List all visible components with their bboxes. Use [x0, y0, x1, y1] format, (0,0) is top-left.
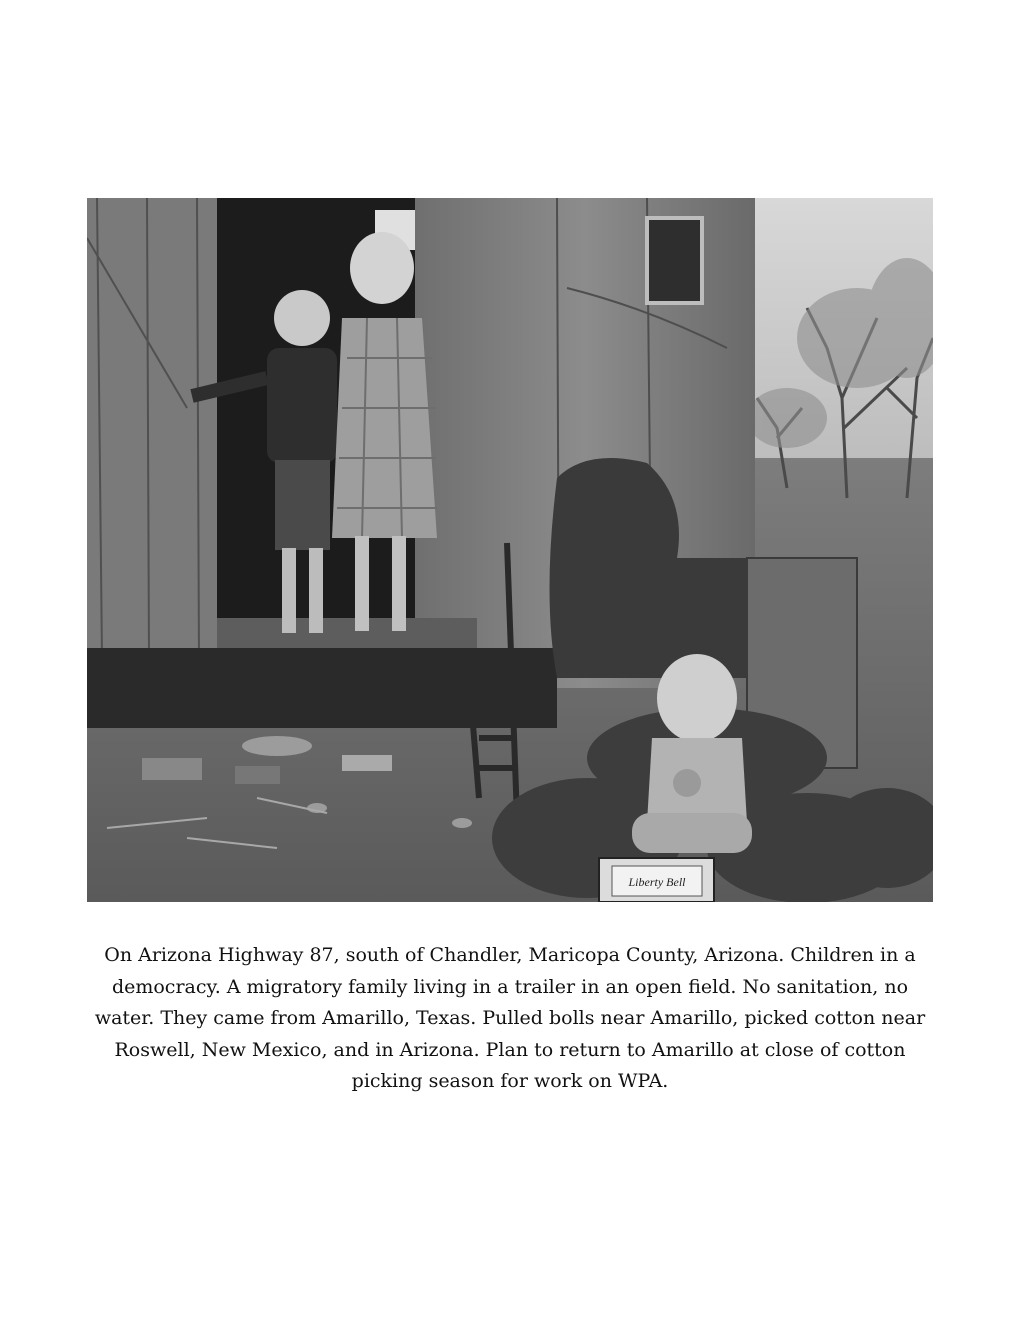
door-panel: [87, 198, 222, 668]
box-label: Liberty Bell: [628, 875, 686, 889]
liberty-bell-box: [599, 858, 714, 902]
window: [647, 218, 702, 303]
photo-caption: On Arizona Highway 87, south of Chandler, Maricopa County, Arizona. Children in a democracy. A migratory family living in a trailer in an open field. No sanitation, no water. They came from Amarillo, Texas. Pulled bolls near Amarillo, picked cotton near Roswell, New Mexico, and in Arizona. Plan to return to Amarillo at close of cotton picking season for work on WPA.: [94, 944, 926, 1092]
documentary-photograph: [87, 198, 933, 902]
photo-illustration: [87, 198, 933, 902]
under-trailer-shadow: [87, 648, 557, 728]
trailer-step: [217, 618, 477, 648]
